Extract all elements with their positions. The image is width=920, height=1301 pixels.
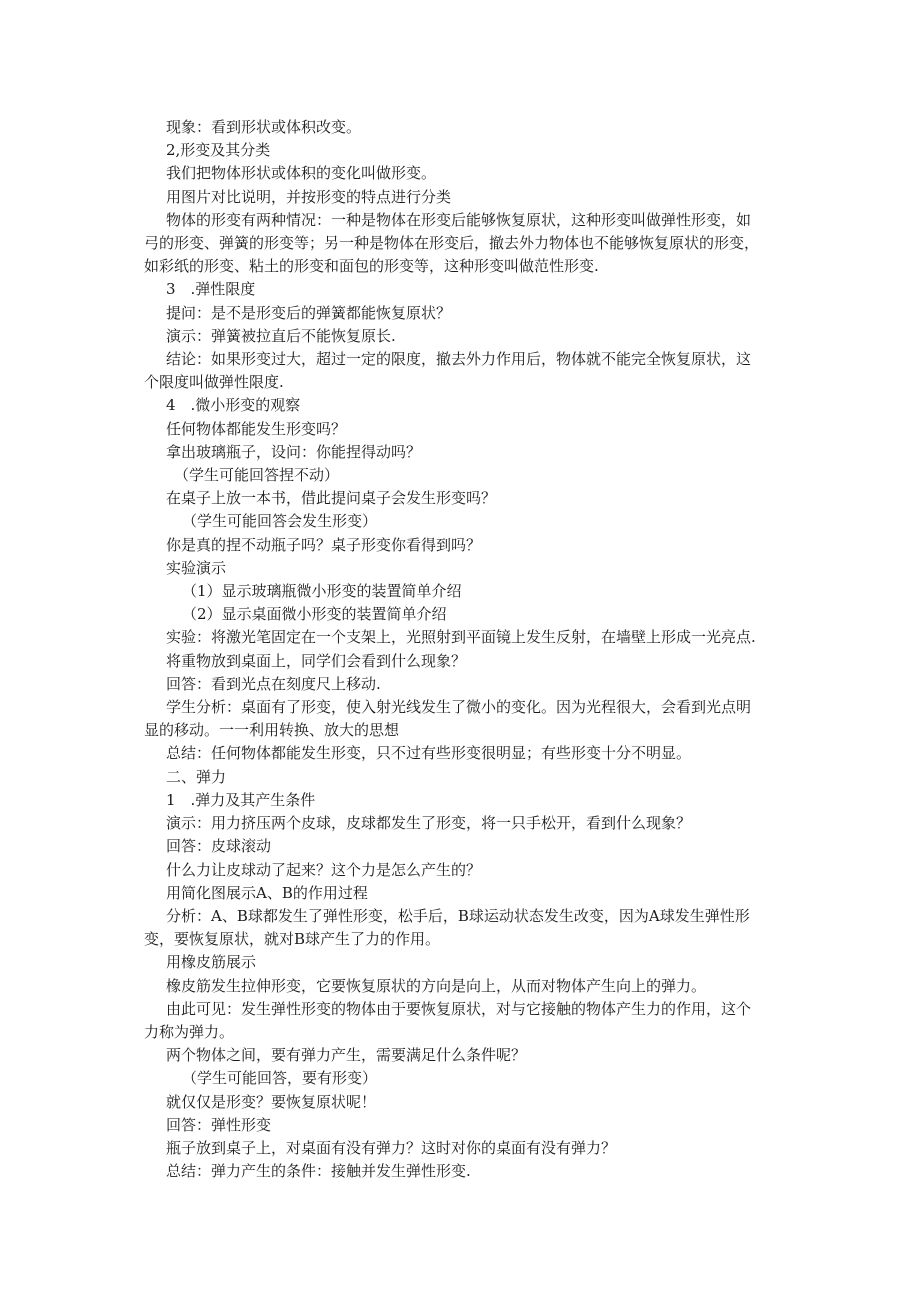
text-line: 总结：任何物体都能发生形变，只不过有些形变很明显；有些形变十分不明显。 [166, 744, 692, 763]
text-line: 将重物放到桌面上，同学们会看到什么现象？ [166, 651, 467, 670]
text-line: 弓的形变、弹簧的形变等；另一种是物体在形变后，撤去外力物体也不能够恢复原状的形变， [144, 234, 760, 253]
text-line: 提问：是不是形变后的弹簧都能恢复原状？ [166, 303, 452, 322]
text-line: 回答：看到光点在刻度尺上移动. [166, 674, 381, 693]
text-line: 瓶子放到桌子上，对桌面有没有弹力？这时对你的桌面有没有弹力？ [166, 1138, 617, 1157]
text-line: 什么力让皮球动了起来？这个力是怎么产生的？ [166, 860, 482, 879]
text-line: 用橡皮筋展示 [166, 953, 257, 972]
text-line: 你是真的捏不动瓶子吗？桌子形变你看得到吗？ [166, 535, 482, 554]
text-line: 在桌子上放一本书，借此提问桌子会发生形变吗？ [166, 489, 497, 508]
text-line: 拿出玻璃瓶子，设问：你能捏得动吗？ [166, 442, 422, 461]
text-line: 实验：将激光笔固定在一个支架上，光照射到平面镜上发生反射，在墙壁上形成一光亮点. [166, 628, 756, 647]
text-line: 任何物体都能发生形变吗？ [166, 419, 347, 438]
text-line: 变，要恢复原状，就对B球产生了力的作用。 [144, 930, 441, 949]
text-line: 现象：看到形状或体积改变。 [166, 118, 362, 136]
document-body [144, 116, 780, 1183]
text-line: 我们把物体形状或体积的变化叫做形变。 [166, 164, 437, 183]
text-line: 物体的形变有两种情况：一种是物体在形变后能够恢复原状，这种形变叫做弹性形变，如 [166, 210, 752, 229]
text-line: 显的移动。一一利用转换、放大的思想 [144, 721, 400, 740]
text-line: 力称为弹力。 [144, 1022, 235, 1041]
text-line: （1）显示玻璃瓶微小形变的装置简单介绍 [182, 582, 462, 601]
text-line: 结论：如果形变过大，超过一定的限度，撤去外力作用后，物体就不能完全恢复原状，这 [166, 350, 752, 369]
text-line: 由此可见：发生弹性形变的物体由于要恢复原状，对与它接触的物体产生力的作用，这个 [166, 999, 752, 1018]
text-line: （学生可能回答，要有形变） [182, 1069, 378, 1088]
text-line: 分析：A、B球都发生了弹性形变，松手后，B球运动状态发生改变，因为A球发生弹性形 [166, 906, 750, 925]
text-line: 1 .弹力及其产生条件 [166, 790, 316, 809]
text-line: 4 .微小形变的观察 [166, 396, 301, 415]
text-line: （2）显示桌面微小形变的装置简单介绍 [182, 605, 447, 624]
text-line: 演示：弹簧被拉直后不能恢复原长. [166, 326, 396, 345]
text-line: 橡皮筋发生拉伸形变，它要恢复原状的方向是向上，从而对物体产生向上的弹力。 [166, 976, 707, 995]
text-line: （学生可能回答会发生形变） [182, 512, 378, 531]
text-line: 实验演示 [166, 558, 227, 577]
text-line: 学生分析：桌面有了形变，使入射光线发生了微小的变化。因为光程很大，会看到光点明 [166, 698, 752, 717]
text-line: 个限度叫做弹性限度. [144, 373, 284, 392]
text-line: 回答：弹性形变 [166, 1115, 272, 1134]
text-line: 就仅仅是形变？要恢复原状呢！ [166, 1092, 377, 1111]
text-line: （学生可能回答捏不动） [174, 466, 340, 485]
text-line: 总结：弹力产生的条件：接触并发生弹性形变. [166, 1162, 471, 1181]
text-line: 3 .弹性限度 [166, 280, 256, 299]
text-line: 用简化图展示A、B的作用过程 [166, 883, 368, 902]
text-line: 回答：皮球滚动 [166, 837, 272, 856]
text-line: 两个物体之间，要有弹力产生，需要满足什么条件呢？ [166, 1046, 527, 1065]
text-line: 演示：用力挤压两个皮球，皮球都发生了形变，将一只手松开，看到什么现象？ [166, 814, 692, 833]
text-line: 用图片对比说明，并按形变的特点进行分类 [166, 187, 452, 206]
text-line: 二、弹力 [166, 767, 227, 786]
text-line: 2,形变及其分类 [166, 141, 271, 160]
text-line: 如彩纸的形变、粘土的形变和面包的形变等，这种形变叫做范性形变. [144, 257, 599, 276]
